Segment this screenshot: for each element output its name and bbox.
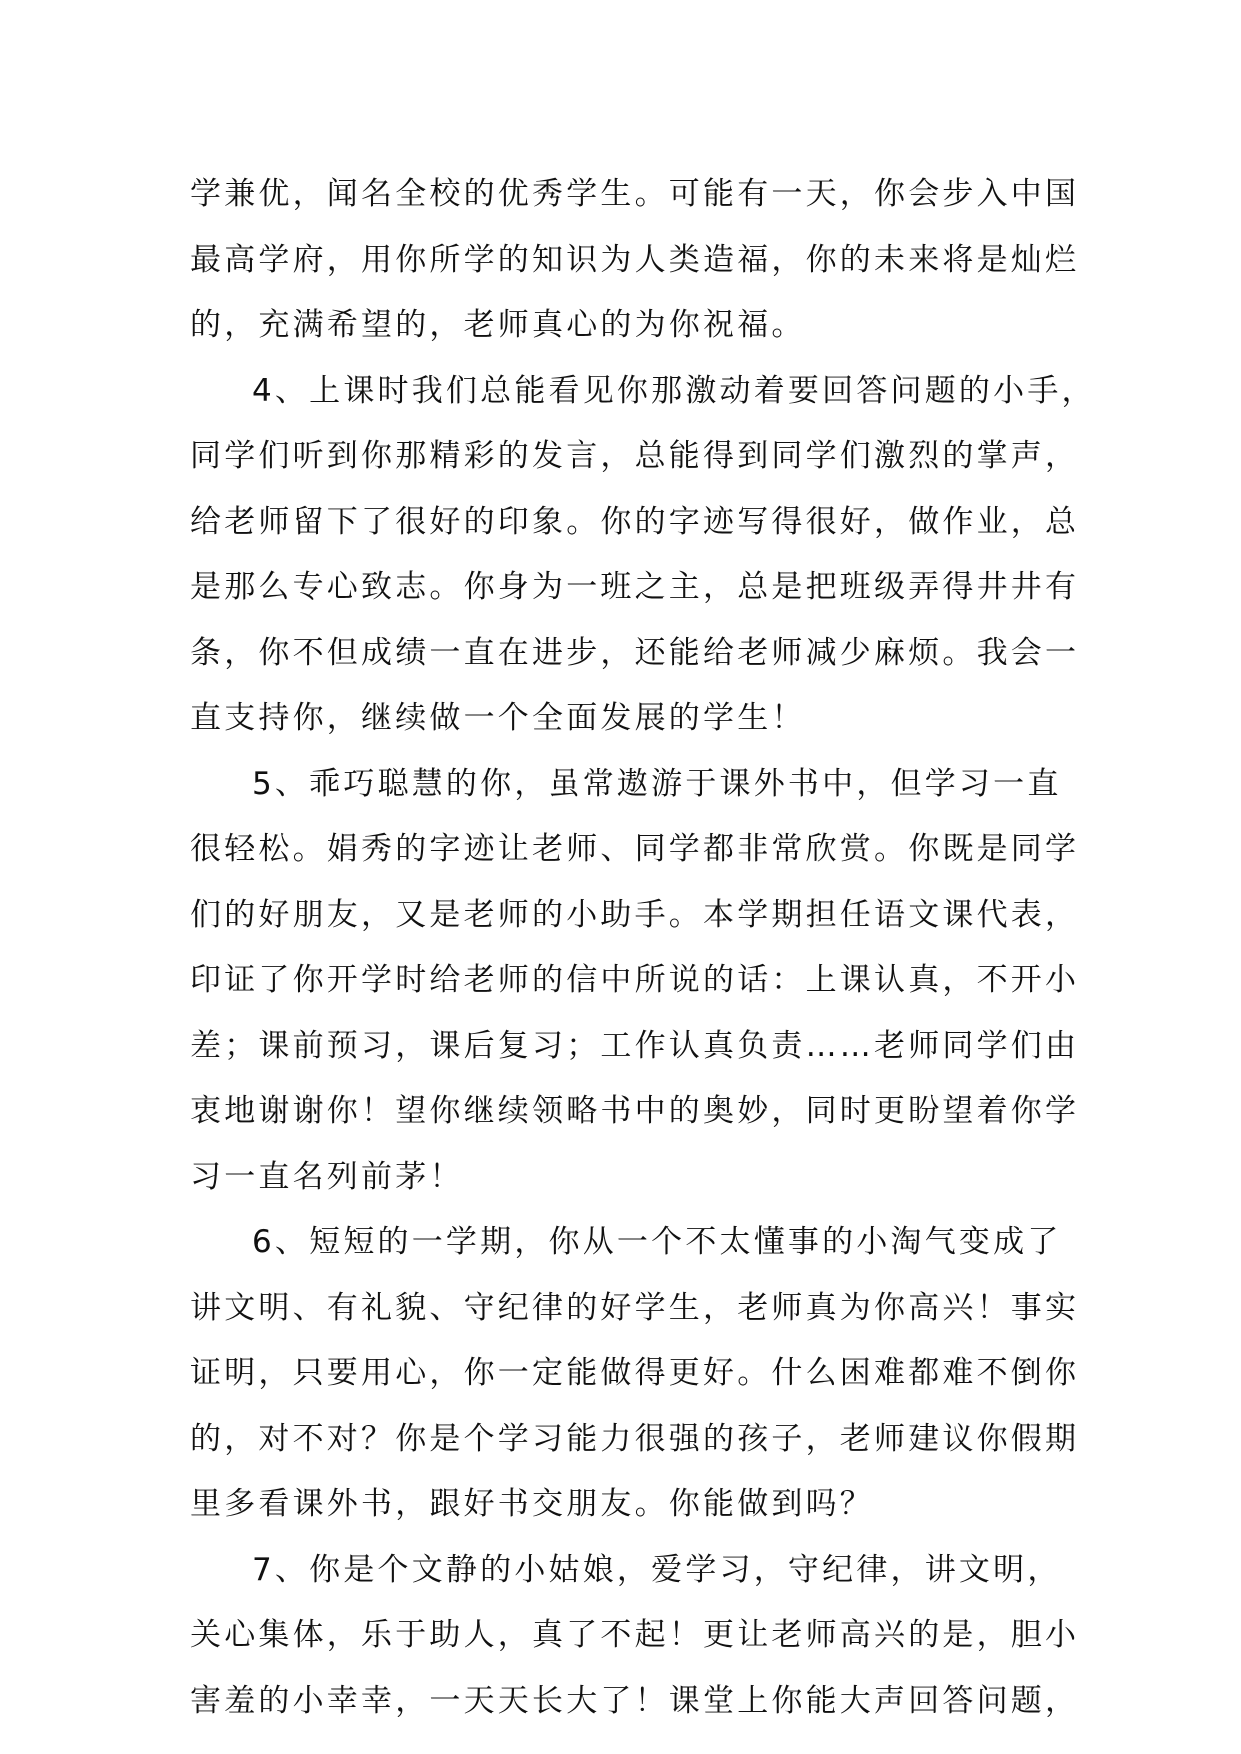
paragraph-7-start: 7、你是个文静的小姑娘，爱学习，守纪律，讲文明， [252,1551,1062,1588]
text-line: 差；课前预习，课后复习；工作认真负责……老师同学们由 [190,1027,1080,1064]
text-line: 同学们听到你那精彩的发言，总能得到同学们激烈的掌声， [190,438,1080,474]
text-line: 习一直名列前茅！ [190,1158,464,1195]
text-line: 给老师留下了很好的印象。你的字迹写得很好，做作业，总 [190,503,1080,540]
text-line: 很轻松。娟秀的字迹让老师、同学都非常欣赏。你既是同学 [190,831,1080,867]
paragraph-6-start: 6、短短的一学期，你从一个不太懂事的小淘气变成了 [252,1224,1062,1260]
text-line: 害羞的小幸幸，一天天长大了！课堂上你能大声回答问题， [190,1682,1080,1719]
text-line: 印证了你开学时给老师的信中所说的话：上课认真，不开小 [190,962,1080,998]
text-line: 关心集体，乐于助人，真了不起！更让老师高兴的是，胆小 [190,1617,1080,1653]
text-line: 的，充满希望的，老师真心的为你祝福。 [190,307,806,343]
text-line: 的，对不对？你是个学习能力很强的孩子，老师建议你假期 [190,1420,1080,1457]
document-body [190,162,1096,1734]
text-line: 讲文明、有礼貌、守纪律的好学生，老师真为你高兴！事实 [190,1289,1080,1326]
text-line: 证明，只要用心，你一定能做得更好。什么困难都难不倒你 [190,1355,1080,1391]
text-line: 们的好朋友，又是老师的小助手。本学期担任语文课代表， [190,896,1080,933]
text-line: 衷地谢谢你！望你继续领略书中的奥妙，同时更盼望着你学 [190,1093,1080,1129]
text-line: 最高学府，用你所学的知识为人类造福，你的未来将是灿烂 [190,241,1080,278]
paragraph-4-start: 4、上课时我们总能看见你那激动着要回答问题的小手， [252,372,1096,409]
text-line: 直支持你，继续做一个全面发展的学生！ [190,700,806,736]
paragraph-5-start: 5、乖巧聪慧的你，虽常遨游于课外书中，但学习一直 [252,765,1062,802]
text-line: 学兼优，闻名全校的优秀学生。可能有一天，你会步入中国 [190,176,1080,212]
text-line: 是那么专心致志。你身为一班之主，总是把班级弄得井井有 [190,569,1080,605]
text-line: 条，你不但成绩一直在进步，还能给老师减少麻烦。我会一 [190,634,1080,671]
text-line: 里多看课外书，跟好书交朋友。你能做到吗？ [190,1486,874,1522]
